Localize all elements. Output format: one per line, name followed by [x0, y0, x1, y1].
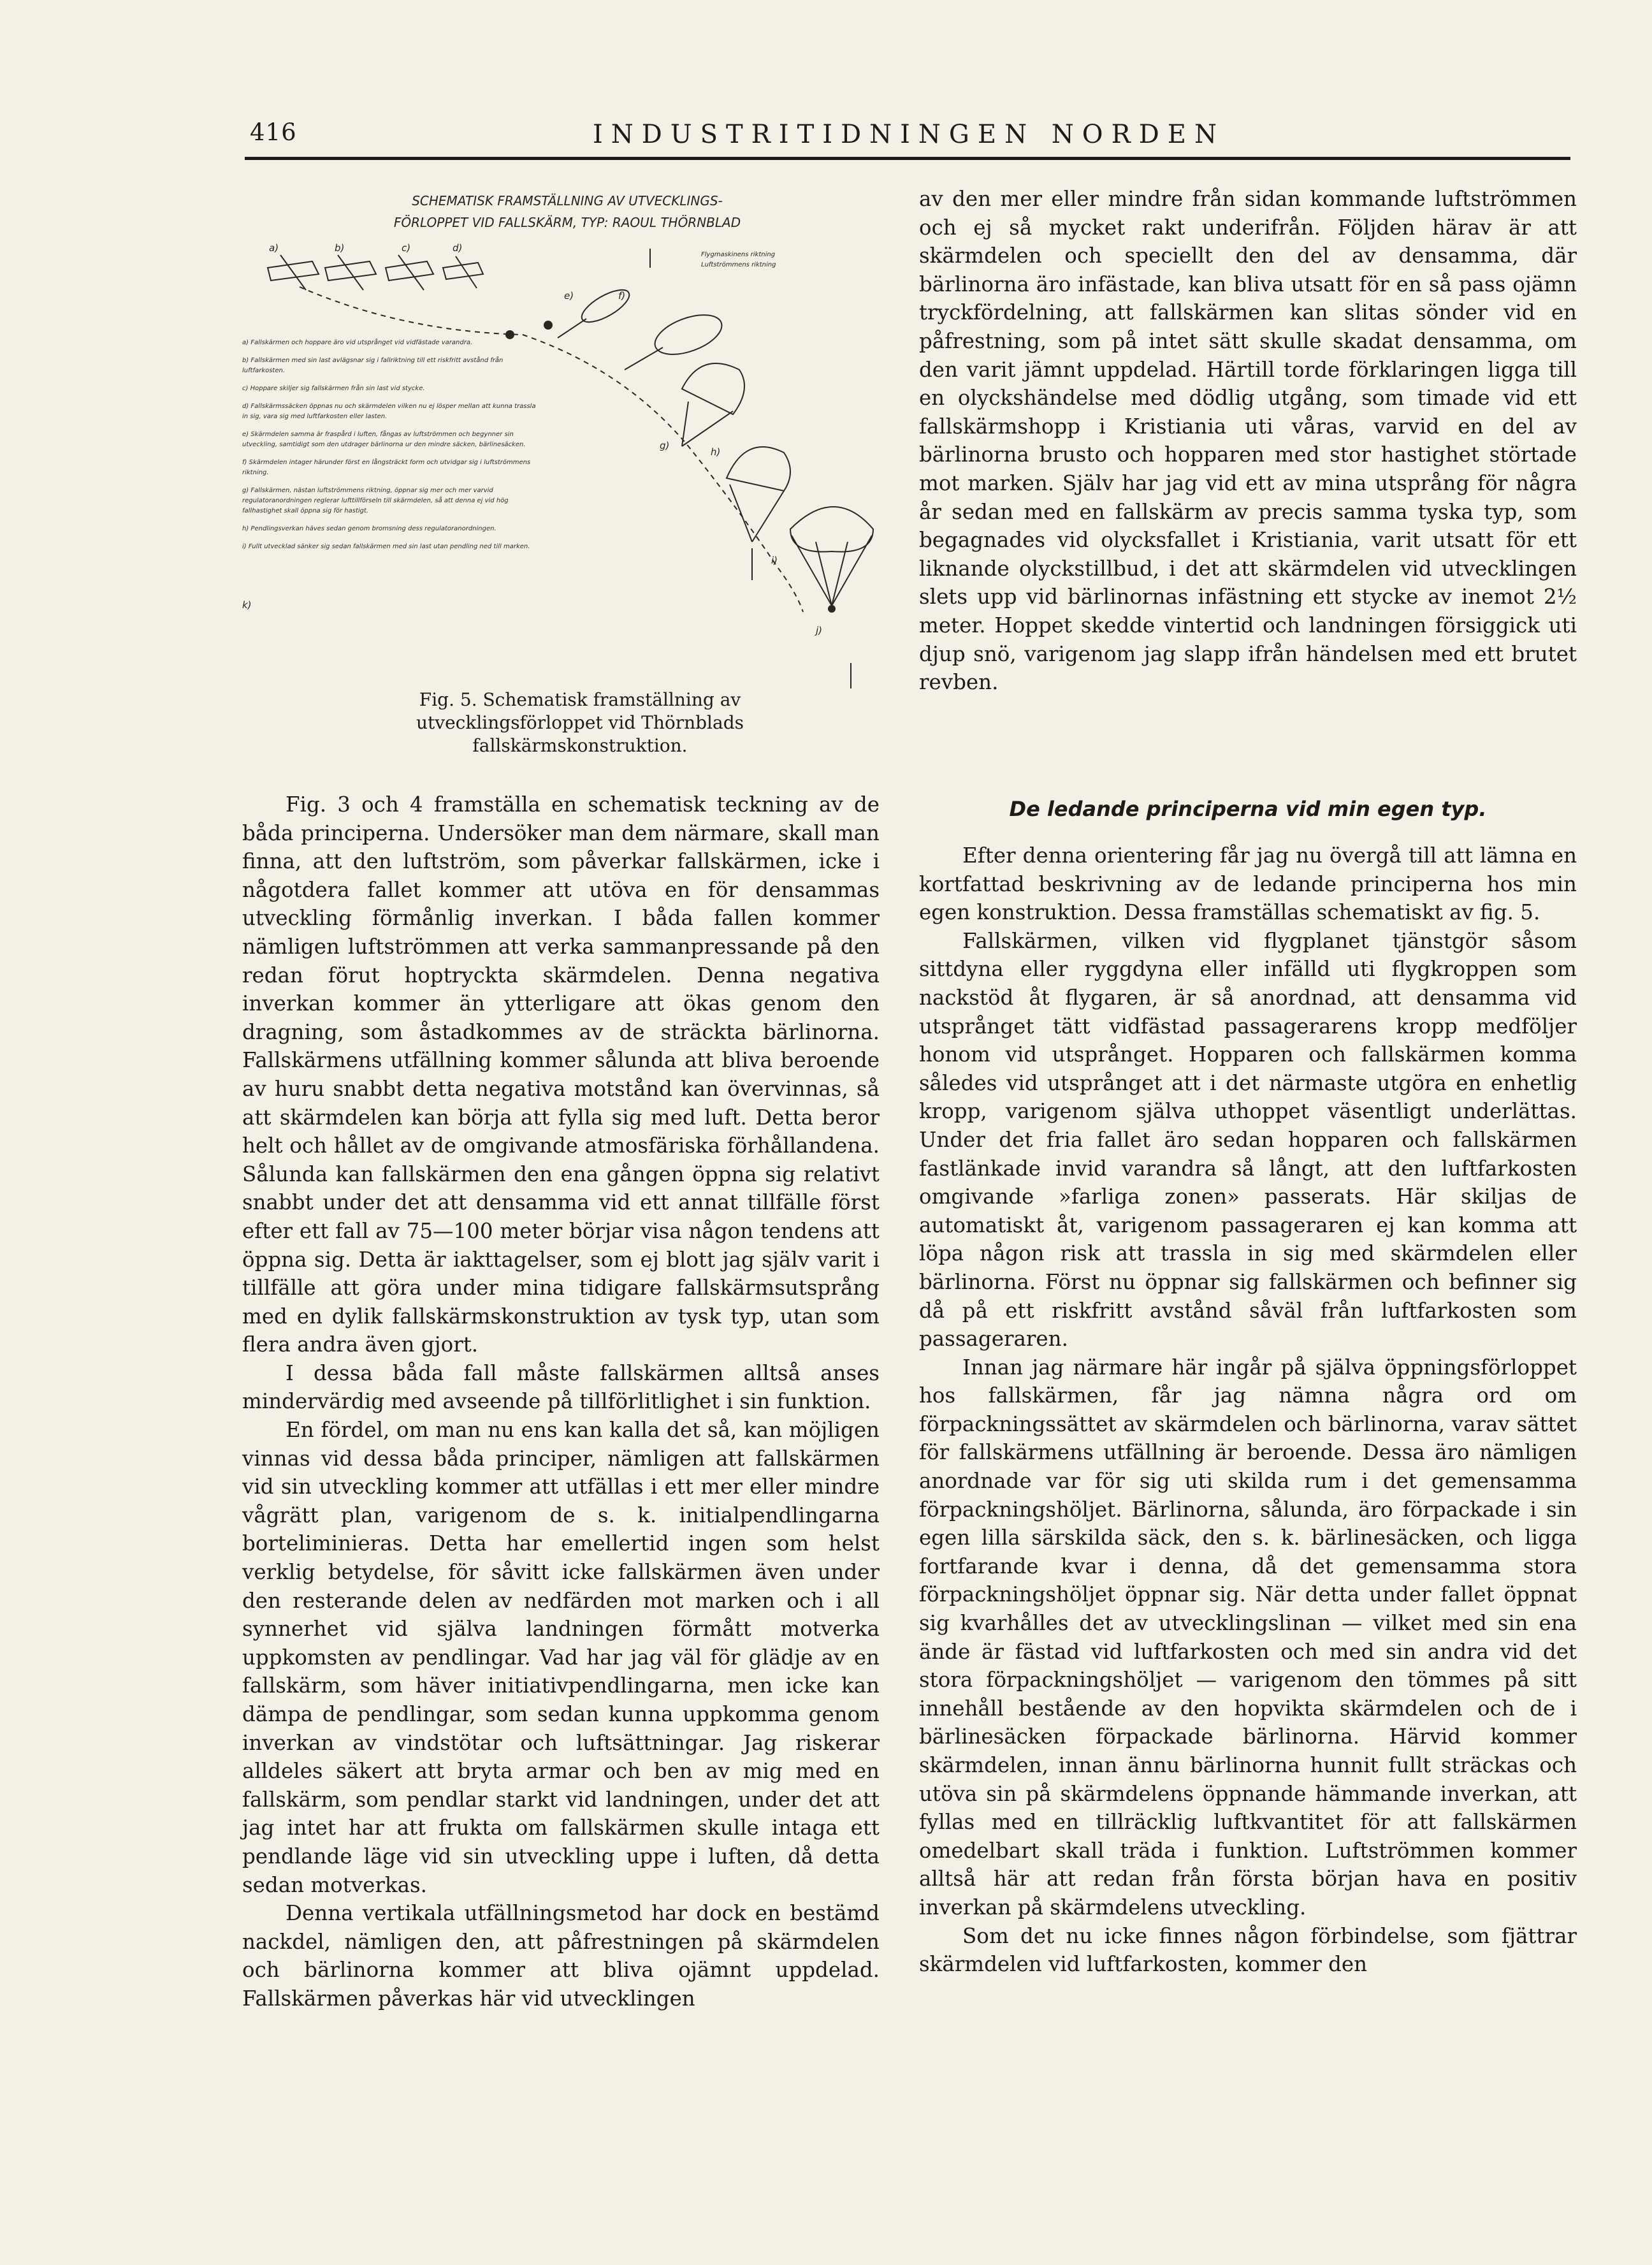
paragraph: Denna vertikala utfällningsmetod har dock en bestämd nackdel, nämligen den, att påfrestningen på skärmdelen och bärlinorna kommer att bliva ojämnt uppdelad. Fallskärmen påverkas här vid utvecklingen [242, 1901, 880, 2011]
stage-label: h) [711, 446, 721, 458]
stage-label: g) [660, 440, 670, 451]
legend-line-2: Luftströmmens riktning [701, 261, 776, 268]
header-rule [245, 157, 1570, 160]
legend-line-1: Flygmaskinens riktning [701, 251, 776, 258]
stage-label: k) [242, 599, 252, 611]
journal-title: INDUSTRITIDNINGEN NORDEN [593, 120, 1225, 149]
aircraft-b [325, 255, 376, 290]
canopy-i [790, 507, 873, 552]
aircraft-c [386, 255, 433, 290]
paragraph: Fig. 3 och 4 framställa en schematisk teckning av de båda principerna. Undersöker man dem närmare, skall man finna, att den luftström, som påverkar fallskärmen, icke i någotdera fallet kommer att utöva en för densammas utveckling förmånlig inverkan. I båda fallen kommer nämligen luftströmmen att verka sammanpressande på den redan förut hoptryckta skärmdelen. Denna negativa inverkan kommer än ytterligare att ökas genom den dragning, som åstadkommes av de sträckta bärlinorna. Fallskärmens utfällning kommer sålunda att bliva beroende av huru snabbt detta negativa motstånd kan övervinnas, så att skärmdelen kan börja att fylla sig med luft. Detta beror helt och hållet av de omgivande atmosfäriska förhållandena. Sålunda kan fallskärmen den ena gången öppna sig relativt snabbt under det att densamma vid ett annat tillfälle först efter ett fall av 75—100 meter börjar visa någon tendens att öppna sig. Detta är iakttagelser, som ej blott jag själv varit i tillfälle att göra under mina tidigare fallskärmsutsprång med en dylik fallskärmskonstruktion av tysk typ, utan som flera andra även gjort. [242, 792, 880, 1357]
stage-label: b) [335, 242, 345, 254]
left-column [242, 790, 880, 2013]
paragraph: Innan jag närmare här ingår på själva öppningsförloppet hos fallskärmen, får jag nämna några ord om förpackningssättet av skärmdelen och bärlinorna, varav sättet för fallskärmens utfällning är beroende. Dessa äro nämligen anordnade var för sig uti skilda rum i det gemensamma förpackningshöljet. Bärlinorna, sålunda, äro förpackade i sin egen lilla särskilda säck, den s. k. bärlinesäcken, och ligga fortfarande kvar i denna, då det gemensamma stora förpackningshöljet öppnar sig. När detta under fallet öppnat sig kvarhålles det av utvecklingslinan — vilket med sin ena ände är fästad vid luftfarkosten och med sin andra vid det stora förpackningshöljet — varigenom den tömmes på sitt innehåll bestående av den hopvikta skärmdelen och de i bärlinesäcken förpackade bärlinorna. Härvid kommer skärmdelen, innan ännu bärlinorna hunnit fullt sträckas och utöva sin på skärmdelens öppnande hämmande inverkan, att fyllas med en tillräcklig luftkvantitet för att fallskärmen omedelbart skall träda i funktion. Luftströmmen kommer alltså här att redan från första början hava en positiv inverkan på skärmdelens utveckling. [919, 1355, 1577, 1919]
paragraph: I dessa båda fall måste fallskärmen alltså anses mindervärdig med avseende på tillförlitlighet i sin funktion. [242, 1360, 880, 1414]
figure-5 [242, 178, 880, 765]
figure-title-line-2: FÖRLOPPET VID FALLSKÄRM, TYP: RAOUL THÖRNBLAD [393, 215, 741, 230]
stage-label: c) [402, 242, 411, 254]
canopy-g [682, 363, 744, 414]
stage-label: f) [618, 290, 626, 302]
stage-label: i) [771, 555, 778, 566]
figure-note: d) Fallskärmssäcken öppnas nu och skärmdelen vilken nu ej lösper mellan att kunna trassla in sig, vara sig med luftfarkosten eller lasten. [242, 403, 536, 420]
paragraph: Fallskärmen, vilken vid flygplanet tjänstgör såsom sittdyna eller ryggdyna eller infälld uti flygkroppen som nackstöd åt flygaren, är så anordnad, att densamma vid utsprånget tätt vidfästad passagerarens kropp medföljer honom vid utsprånget. Hopparen och fallskärmen komma således vid utsprånget att i det närmaste utgöra en enhetlig kropp, varigenom själva uthoppet väsentligt underlättas. Under det fria fallet äro sedan hopparen och fallskärmen fastlänkade invid varandra så långt, att den luftfarkosten omgivande »farliga zonen» passerats. Här skiljas de automatiskt åt, varigenom passageraren ej kan komma att löpa någon risk att trassla in sig med skärmdelen eller bärlinorna. Först nu öppnar sig fallskärmen och befinner sig då på ett riskfritt avstånd såväl från luftfarkosten som passageraren. [919, 928, 1577, 1351]
figure-note: e) Skärmdelen samma är fraspård i luften, fångas av luftströmmen och begynner sin utveckling, samtidigt som den utdrager bärlinorna ur den mindre säcken, bärlinesäcken. [242, 431, 526, 448]
paragraph: Som det nu icke finnes någon förbindelse, som fjättrar skärmdelen vid luftfarkosten, kommer den [919, 1923, 1577, 1977]
figure-notes [242, 338, 542, 560]
figure-note: c) Hoppare skiljer sig fallskärmen från sin last vid stycke. [242, 385, 425, 392]
stage-label: a) [269, 242, 279, 254]
section-heading: De ledande principerna vid min egen typ. [1009, 797, 1487, 821]
canopy-h [727, 447, 790, 491]
figure-note: h) Pendlingsverkan häves sedan genom bromsning dess regulatoranordningen. [242, 525, 496, 532]
figure-note: g) Fallskärmen, nästan luftströmmens riktning, öppnar sig mer och mer varvid regulatoranordningen reglerar lufttillförseln till skärmdelen, så att denna ej vid hög fallhastighet skall öppna sig för hastigt. [242, 487, 509, 514]
stage-label: d) [453, 242, 463, 254]
paragraph: av den mer eller mindre från sidan kommande luftströmmen och ej så mycket rakt underifrån. Följden härav är att skärmdelen och speciellt den del av densamma, där bärlinorna äro infästade, kan bliva utsatt för en så pass ojämn tryckfördelning, att fallskärmen kan slitas sönder vid en påfrestning, som på intet sätt skulle skadat densamma, om den varit jämnt uppdelad. Härtill torde förklaringen ligga till en olyckshändelse med dödlig utgång, som timade vid ett fallskärmshopp i Kristiania uti våras, varvid en del av bärlinorna brusto och hopparen med stor hastighet störtade mot marken. Själv har jag vid ett av mina utsprång för några år sedan med en fallskärm av precis samma tyska typ, som begagnades vid olycksfallet i Kristiania, varit utsatt för ett liknande olyckstillbud, i det att skärmdelen vid utvecklingen slets upp vid bärlinornas infästning ett stycke av inemot 2½ meter. Hoppet skedde vintertid och landningen försiggick uti djup snö, varigenom jag slapp ifrån händelsen med ett brutet revben. [919, 187, 1577, 695]
right-column [919, 841, 1577, 1979]
right-column-top [919, 185, 1577, 697]
figure-note: b) Fallskärmen med sin last avlägsnar sig i fallriktning till ett riskfritt avstånd från luftfarkosten. [242, 357, 504, 374]
stage-label: j) [816, 625, 823, 636]
aircraft-d [443, 256, 483, 288]
paragraph: Efter denna orientering får jag nu övergå till att lämna en kortfattad beskrivning av de ledande principerna hos min egen konstruktion. Dessa framställas schematiskt av fig. 5. [919, 843, 1577, 925]
figure-title-line-1: SCHEMATISK FRAMSTÄLLNING AV UTVECKLINGS- [412, 193, 723, 208]
figure-legend [701, 250, 886, 270]
canopy-f [649, 307, 727, 362]
figure-note: a) Fallskärmen och hoppare äro vid utsprånget vid vidfästade varandra. [242, 339, 473, 346]
figure-note: i) Fullt utvecklad sänker sig sedan fallskärmen med sin last utan pendling ned till marken. [242, 543, 530, 550]
figure-caption: Fig. 5. Schematisk framställning av utvecklingsförloppet vid Thörnblads fallskärmskonstruktion. [416, 689, 744, 756]
figure-title [338, 190, 797, 233]
page-number: 416 [250, 119, 297, 146]
figure-note: f) Skärmdelen intager härunder först en långsträckt form och utvidgar sig i luftströmmens riktning. [242, 459, 531, 476]
aircraft-a [268, 255, 319, 290]
stage-label: e) [564, 290, 574, 302]
paragraph: En fördel, om man nu ens kan kalla det så, kan möjligen vinnas vid dessa båda principer, nämligen att fallskärmen vid sin utveckling kommer att utfällas i ett mer eller mindre vågrätt plan, varigenom de s. k. initialpendlingarna borteliminieras. Detta har emellertid ingen som helst verklig betydelse, för såvitt icke fallskärmen även under den resterande delen av nedfärden mot marken och i all synnerhet vid själva landningen förmått motverka uppkomsten av pendlingar. Vad har jag väl för glädje av en fallskärm, som häver initiativpendlingarna, men icke kan dämpa de pendlingar, som sedan kunna uppkomma genom inverkan av vindstötar och luftsättningar. Jag riskerar alldeles säkert att bryta armar och ben av mig med en fallskärm, som pendlar starkt vid landningen, under det att jag intet har att frukta om fallskärmen skulle intaga ett pendlande läge vid sin utveckling uppe i luften, då detta sedan motverkas. [242, 1418, 880, 1897]
